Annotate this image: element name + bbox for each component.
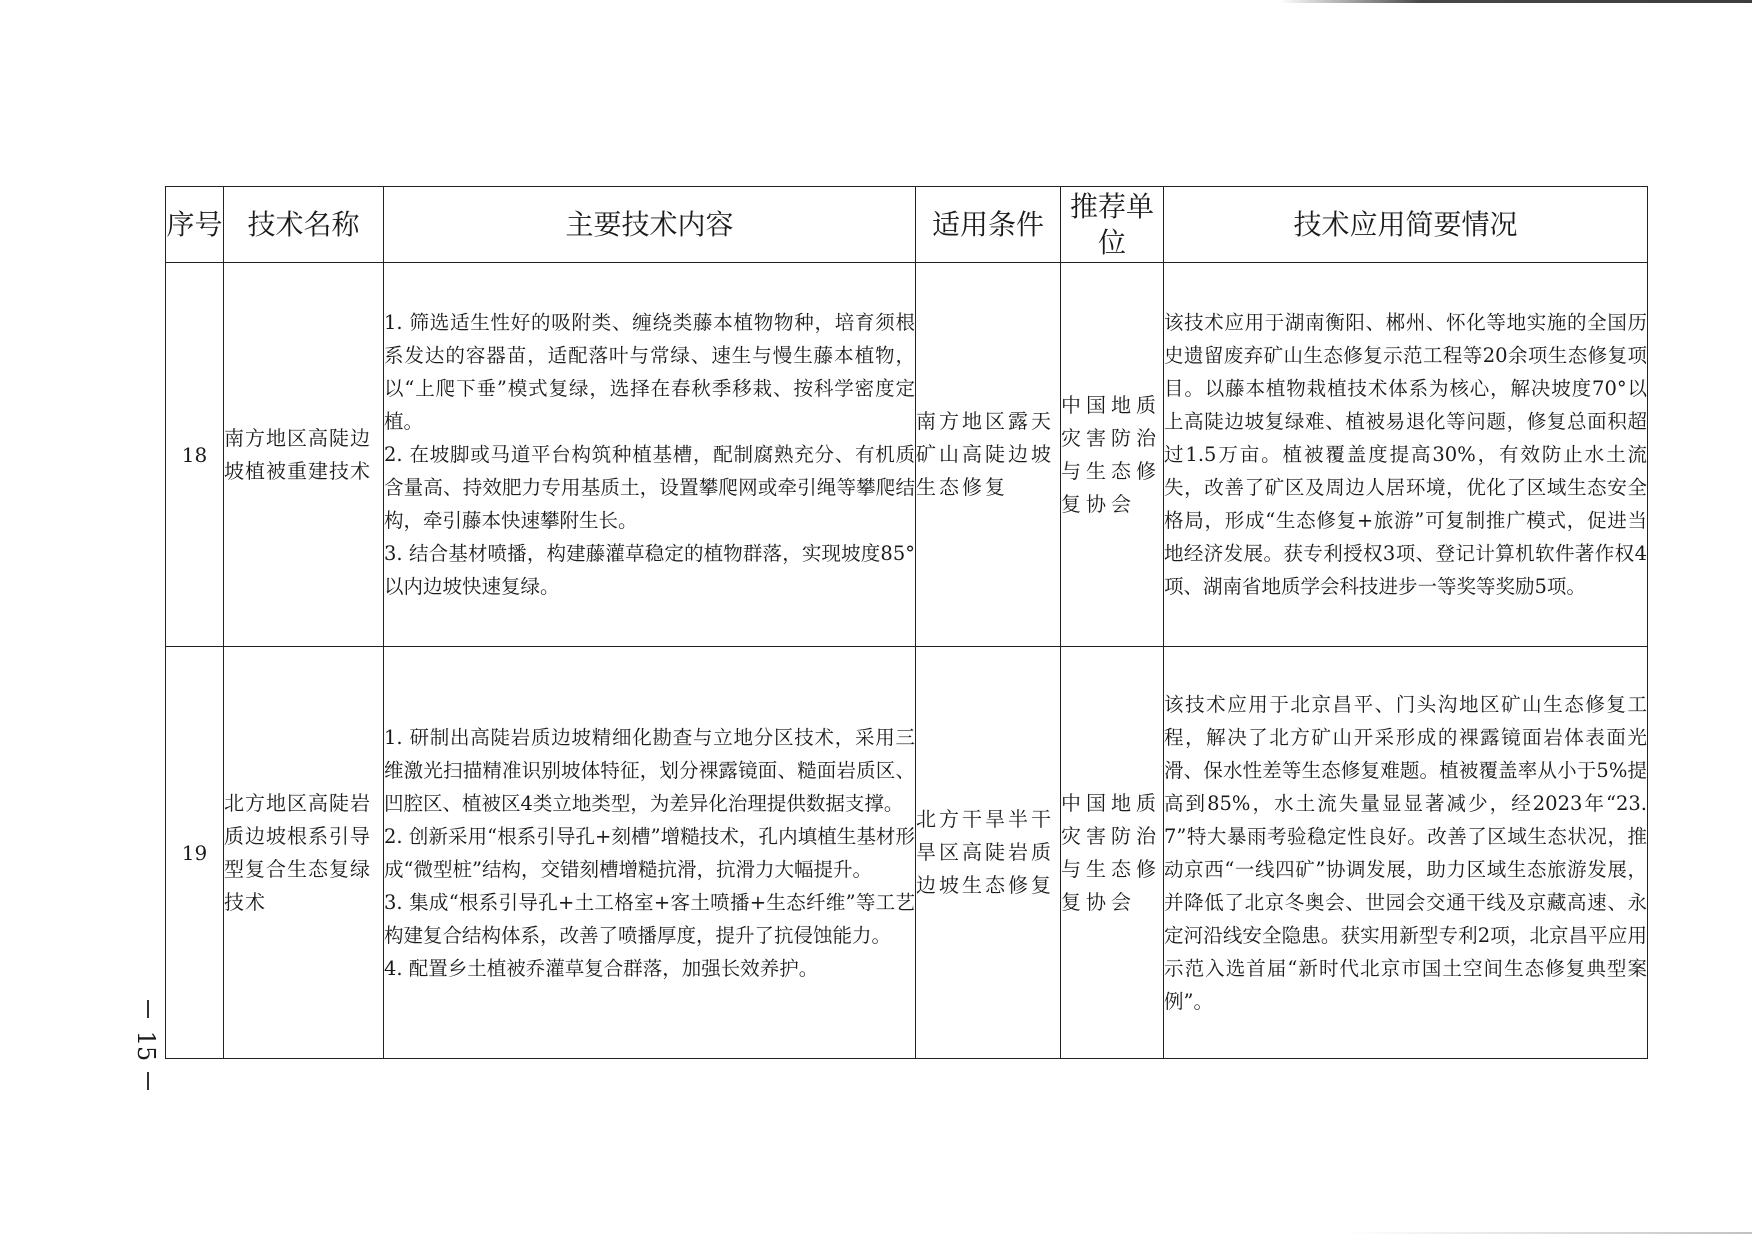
- content-item: 4. 配置乡土植被乔灌草复合群落，加强长效养护。: [384, 956, 819, 980]
- header-content: 主要技术内容: [384, 187, 916, 263]
- header-seq: 序号: [166, 187, 224, 263]
- header-conditions: 适用条件: [916, 187, 1061, 263]
- page-number-dash-top: [147, 1000, 149, 1018]
- row-recommending-unit: 中国地质灾害防治与生态修复协会: [1061, 647, 1164, 1059]
- content-item: 1. 筛选适生性好的吸附类、缠绕类藤本植物物种，培育须根系发达的容器苗，适配落叶与常绿、速生与慢生藤本植物，以“上爬下垂”模式复绿，选择在春秋季移栽、按科学密度定植。: [384, 311, 915, 433]
- content-item: 1. 研制出高陡岩质边坡精细化勘查与立地分区技术，采用三维激光扫描精准识别坡体特征，划分裸露镜面、糙面岩质区、凹腔区、植被区4类立地类型，为差异化治理提供数据支撑。: [384, 725, 915, 815]
- row-tech-name: 北方地区高陡岩质边坡根系引导型复合生态复绿技术: [224, 647, 384, 1059]
- header-name: 技术名称: [224, 187, 384, 263]
- content-item: 2. 创新采用“根系引导孔+刻槽”增糙技术，孔内填植生基材形成“微型桩”结构，交错刻槽增糙抗滑，抗滑力大幅提升。: [384, 824, 915, 881]
- table-row: [166, 647, 1648, 1059]
- row-seq: 18: [166, 263, 224, 647]
- table-row: [166, 263, 1648, 647]
- row-conditions: 南方地区露天矿山高陡边坡生态修复: [916, 263, 1061, 647]
- page-number-dash-bottom: [147, 1072, 149, 1090]
- scan-edge-top: [1280, 0, 1752, 3]
- row-seq: 19: [166, 647, 224, 1059]
- technology-table: [165, 186, 1648, 1059]
- row-conditions: 北方干旱半干旱区高陡岩质边坡生态修复: [916, 647, 1061, 1059]
- row-tech-content: [384, 647, 916, 1059]
- row-tech-name: 南方地区高陡边坡植被重建技术: [224, 263, 384, 647]
- scan-edge-bottom: [1340, 1232, 1752, 1234]
- header-unit: 推荐单位: [1061, 187, 1164, 263]
- row-tech-content: [384, 263, 916, 647]
- content-item: 2. 在坡脚或马道平台构筑种植基槽，配制腐熟充分、有机质含量高、持效肥力专用基质土，设置攀爬网或牵引绳等攀爬结构，牵引藤本快速攀附生长。: [384, 443, 915, 532]
- row-recommending-unit: 中国地质灾害防治与生态修复协会: [1061, 263, 1164, 647]
- content-item: 3. 集成“根系引导孔+土工格室+客土喷播+生态纤维”等工艺构建复合结构体系，改善了喷播厚度，提升了抗侵蚀能力。: [384, 890, 915, 947]
- page-number-text: 15: [132, 1030, 160, 1062]
- table-header-row: [166, 187, 1648, 263]
- row-application-brief: 该技术应用于湖南衡阳、郴州、怀化等地实施的全国历史遗留废弃矿山生态修复示范工程等20余项生态修复项目。以藤本植物栽植技术体系为核心，解决坡度70°以上高陡边坡复绿难、植被易退化等问题，修复总面积超过1.5万亩。植被覆盖度提高30%，有效防止水土流失，改善了矿区及周边人居环境，优化了区域生态安全格局，形成“生态修复+旅游”可复制推广模式，促进当地经济发展。获专利授权3项、登记计算机软件著作权4项、湖南省地质学会科技进步一等奖等奖励5项。: [1164, 263, 1648, 647]
- page-number: [132, 1000, 164, 1090]
- content-item: 3. 结合基材喷播，构建藤灌草稳定的植物群落，实现坡度85°以内边坡快速复绿。: [384, 542, 915, 598]
- header-brief: 技术应用简要情况: [1164, 187, 1648, 263]
- row-application-brief: 该技术应用于北京昌平、门头沟地区矿山生态修复工程，解决了北方矿山开采形成的裸露镜面岩体表面光滑、保水性差等生态修复难题。植被覆盖率从小于5%提高到85%，水土流失量显显著减少，经2023年“23.7”特大暴雨考验稳定性良好。改善了区域生态状况，推动京西“一线四矿”协调发展，助力区域生态旅游发展，并降低了北京冬奥会、世园会交通干线及京藏高速、永定河沿线安全隐患。获实用新型专利2项，北京昌平应用示范入选首届“新时代北京市国土空间生态修复典型案例”。: [1164, 647, 1648, 1059]
